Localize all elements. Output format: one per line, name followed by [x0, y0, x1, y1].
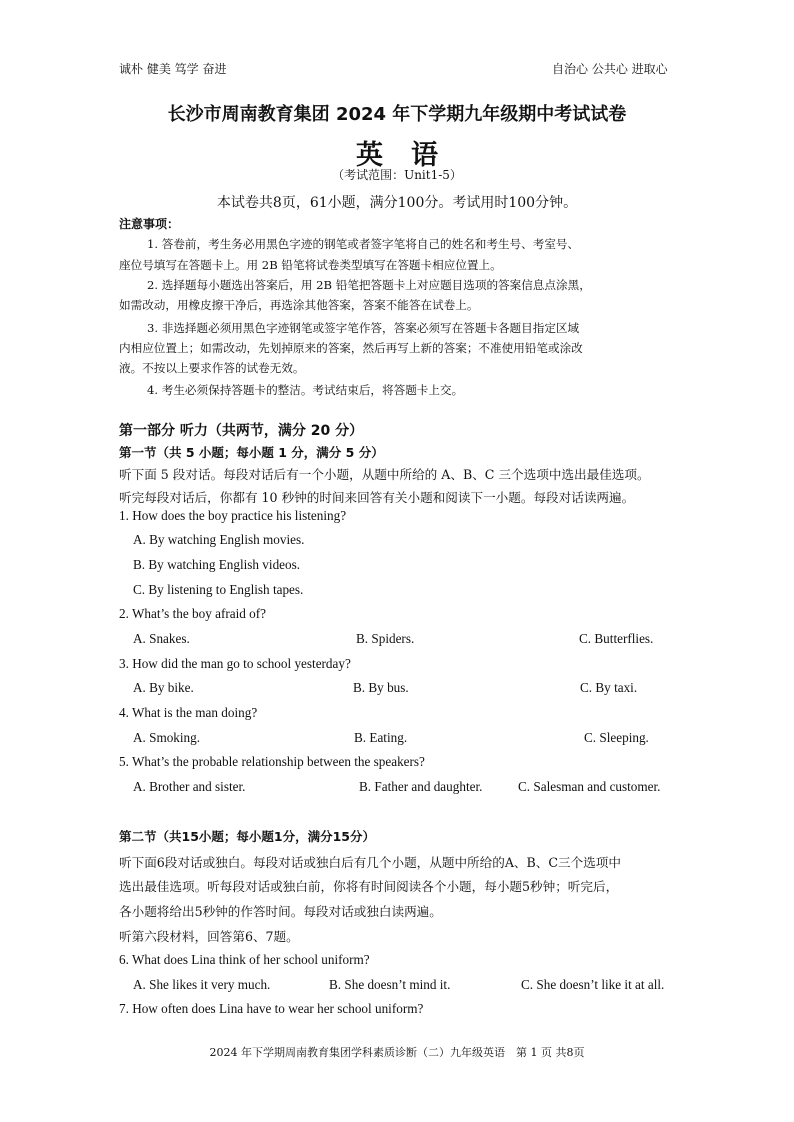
answer-option: A. Smoking. — [133, 730, 201, 745]
note-line: 内相应位置上；如需改动，先划掉原来的答案，然后再写上新的答案；不准使用铅笔或涂改 — [119, 341, 583, 355]
page-footer: 2024 年下学期周南教育集团学科素质诊断（二）九年级英语 第 1 页 共8页 — [209, 1046, 585, 1059]
question-text: 1. How does the boy practice his listening? — [119, 508, 347, 523]
instruction-line: 听下面6段对话或独白。每段对话或独白后有几个小题，从题中所给的A、B、C三个选项中 — [119, 855, 621, 870]
note-line: 座位号填写在答题卡上。用 2B 铅笔将试卷类型填写在答题卡相应位置上。 — [119, 258, 502, 272]
answer-option: A. Brother and sister. — [133, 779, 246, 794]
answer-option: C. By listening to English tapes. — [133, 582, 304, 597]
answer-option: B. Eating. — [354, 730, 408, 745]
subject-title: 英语 — [356, 140, 466, 171]
question-text: 7. How often does Lina have to wear her school uniform? — [119, 1001, 424, 1016]
header-motto-left: 诚朴 健美 笃学 奋进 — [119, 62, 227, 76]
note-line: 4. 考生必须保持答题卡的整洁。考试结束后，将答题卡上交。 — [147, 383, 464, 397]
notes-heading: 注意事项： — [119, 217, 180, 231]
instruction-line: 听下面 5 段对话。每段对话后有一个小题，从题中所给的 A、B、C 三个选项中选出最佳选项。 — [119, 467, 650, 482]
section-heading: 第二节（共15小题；每小题1分，满分15分） — [119, 829, 375, 844]
answer-option: B. Father and daughter. — [359, 779, 483, 794]
answer-option: A. By watching English movies. — [133, 532, 305, 547]
material-note: 听第六段材料，回答第6、7题。 — [119, 929, 299, 944]
answer-option: A. Snakes. — [133, 631, 190, 646]
instruction-line: 选出最佳选项。听每段对话或独白前，你将有时间阅读各个小题，每小题5秒钟；听完后， — [119, 879, 619, 894]
question-text: 4. What is the man doing? — [119, 705, 258, 720]
note-line: 液。不按以上要求作答的试卷无效。 — [119, 361, 305, 375]
answer-option: C. By taxi. — [580, 680, 638, 695]
note-line: 2. 选择题每小题选出答案后，用 2B 铅笔把答题卡上对应题目选项的答案信息点涂黑， — [147, 278, 591, 292]
question-text: 3. How did the man go to school yesterday? — [119, 656, 351, 671]
answer-option: C. Butterflies. — [579, 631, 654, 646]
answer-option: A. By bike. — [133, 680, 194, 695]
note-line: 3. 非选择题必须用黑色字迹钢笔或签字笔作答，答案必须写在答题卡各题目指定区域 — [147, 321, 580, 335]
answer-option: C. She doesn’t like it at all. — [521, 977, 665, 992]
answer-option: B. Spiders. — [356, 631, 415, 646]
instruction-line: 各小题将给出5秒钟的作答时间。每段对话或独白读两遍。 — [119, 904, 442, 919]
answer-option: C. Sleeping. — [584, 730, 649, 745]
answer-option: B. By bus. — [353, 680, 409, 695]
answer-option: A. She likes it very much. — [133, 977, 271, 992]
instruction-line: 听完每段对话后，你都有 10 秒钟的时间来回答有关小题和阅读下一小题。每段对话读两遍。 — [119, 490, 635, 505]
question-text: 2. What’s the boy afraid of? — [119, 606, 266, 621]
exam-scope: （考试范围：Unit1-5） — [332, 168, 462, 182]
exam-info: 本试卷共8页，61小题，满分100分。考试用时100分钟。 — [216, 195, 578, 211]
exam-title: 长沙市周南教育集团 2024 年下学期九年级期中考试试卷 — [167, 104, 627, 125]
note-line: 1. 答卷前，考生务必用黑色字迹的钢笔或者签字笔将自己的姓名和考生号、考室号、 — [147, 237, 580, 251]
section-heading: 第一节（共 5 小题；每小题 1 分，满分 5 分） — [119, 445, 384, 460]
answer-option: B. By watching English videos. — [133, 557, 301, 572]
question-text: 6. What does Lina think of her school uniform? — [119, 952, 370, 967]
answer-option: C. Salesman and customer. — [518, 779, 661, 794]
question-text: 5. What’s the probable relationship between the speakers? — [119, 754, 425, 769]
note-line: 如需改动，用橡皮擦干净后，再选涂其他答案，答案不能答在试卷上。 — [119, 298, 479, 312]
part-heading: 第一部分 听力（共两节，满分 20 分） — [119, 423, 364, 439]
answer-option: B. She doesn’t mind it. — [329, 977, 451, 992]
header-motto-right: 自治心 公共心 进取心 — [552, 62, 668, 76]
